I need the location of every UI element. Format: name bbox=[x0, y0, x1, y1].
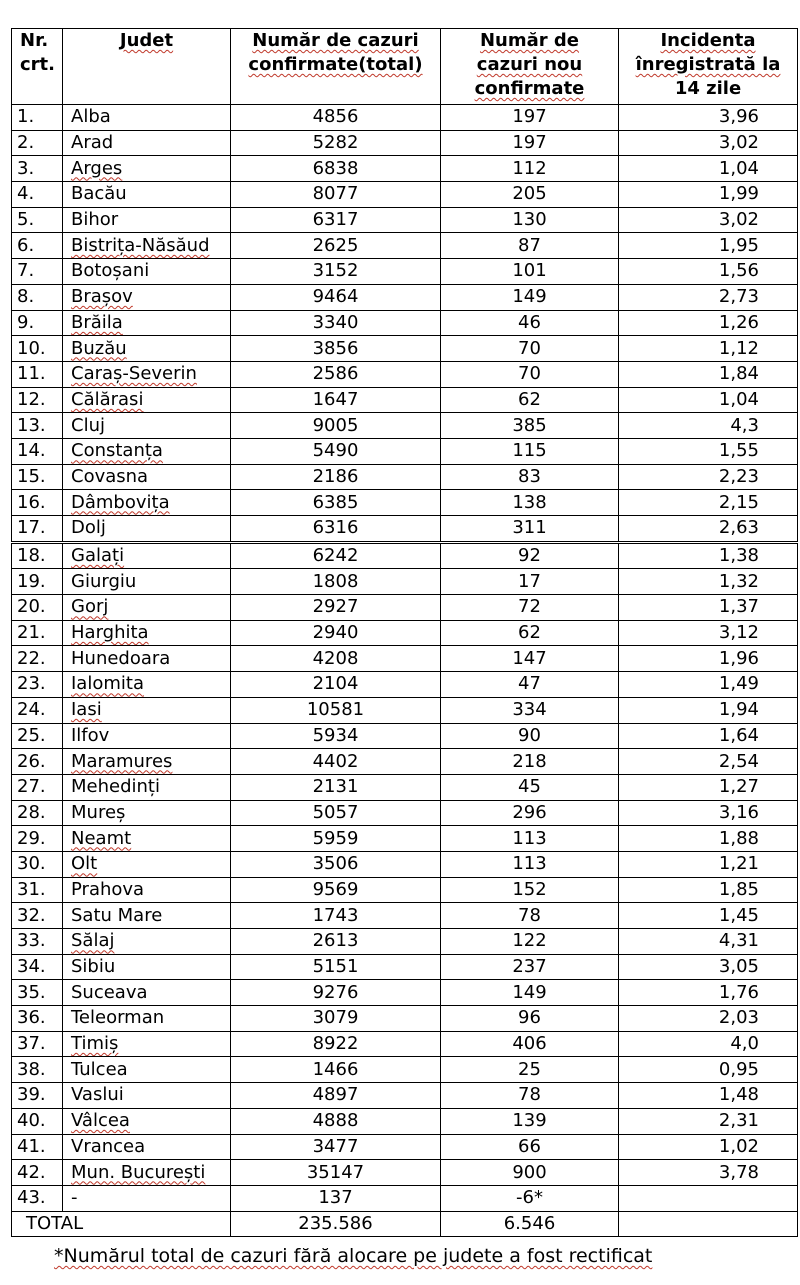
incidence-14-days: 4,3 bbox=[619, 413, 798, 439]
table-row bbox=[12, 1108, 798, 1134]
incidence-14-days: 1,48 bbox=[619, 1083, 798, 1109]
incidence-14-days: 4,0 bbox=[619, 1031, 798, 1057]
county-name: Olt bbox=[63, 851, 231, 877]
county-name: Vaslui bbox=[63, 1083, 231, 1109]
total-cases: 5282 bbox=[231, 130, 441, 156]
county-name: Vâlcea bbox=[63, 1108, 231, 1134]
new-cases: 96 bbox=[441, 1006, 619, 1032]
new-cases: 152 bbox=[441, 877, 619, 903]
county-name: Vrancea bbox=[63, 1134, 231, 1160]
total-cases: 2940 bbox=[231, 620, 441, 646]
county-name: Harghita bbox=[63, 620, 231, 646]
incidence-14-days: 1,37 bbox=[619, 595, 798, 621]
row-number: 2. bbox=[12, 130, 63, 156]
incidence-14-days: 1,32 bbox=[619, 569, 798, 595]
incidence-14-days: 1,12 bbox=[619, 336, 798, 362]
incidence-14-days: 1,95 bbox=[619, 233, 798, 259]
county-name: Dâmbovița bbox=[63, 490, 231, 516]
total-cases: 6838 bbox=[231, 156, 441, 182]
table-row bbox=[12, 749, 798, 775]
table-row bbox=[12, 595, 798, 621]
incidence-14-days: 1,49 bbox=[619, 672, 798, 698]
county-name: Ialomita bbox=[63, 672, 231, 698]
total-incidence-empty bbox=[619, 1211, 798, 1237]
incidence-14-days: 1,38 bbox=[619, 542, 798, 569]
incidence-14-days: 2,54 bbox=[619, 749, 798, 775]
row-number: 28. bbox=[12, 800, 63, 826]
incidence-14-days: 1,55 bbox=[619, 438, 798, 464]
new-cases: 149 bbox=[441, 980, 619, 1006]
table-row bbox=[12, 929, 798, 955]
new-cases: 197 bbox=[441, 105, 619, 131]
total-cases: 9464 bbox=[231, 284, 441, 310]
row-number: 7. bbox=[12, 259, 63, 285]
incidence-14-days: 1,85 bbox=[619, 877, 798, 903]
row-number: 26. bbox=[12, 749, 63, 775]
table-row bbox=[12, 387, 798, 413]
county-name: Iasi bbox=[63, 697, 231, 723]
new-cases: 197 bbox=[441, 130, 619, 156]
new-cases: 25 bbox=[441, 1057, 619, 1083]
new-cases: 70 bbox=[441, 361, 619, 387]
incidence-14-days: 1,21 bbox=[619, 851, 798, 877]
total-cases: 2927 bbox=[231, 595, 441, 621]
county-name: Galați bbox=[63, 542, 231, 569]
new-cases: 72 bbox=[441, 595, 619, 621]
incidence-14-days: 2,73 bbox=[619, 284, 798, 310]
table-row bbox=[12, 826, 798, 852]
new-cases: 218 bbox=[441, 749, 619, 775]
incidence-14-days: 1,94 bbox=[619, 697, 798, 723]
new-cases: 45 bbox=[441, 774, 619, 800]
new-cases: 130 bbox=[441, 207, 619, 233]
new-cases: 70 bbox=[441, 336, 619, 362]
county-name: Bistrița-Năsăud bbox=[63, 233, 231, 259]
total-cases: 137 bbox=[231, 1185, 441, 1211]
row-number: 33. bbox=[12, 929, 63, 955]
new-cases: 17 bbox=[441, 569, 619, 595]
total-cases: 3340 bbox=[231, 310, 441, 336]
new-cases: 78 bbox=[441, 1083, 619, 1109]
row-number: 31. bbox=[12, 877, 63, 903]
total-cases: 8077 bbox=[231, 182, 441, 208]
total-cases: 4888 bbox=[231, 1108, 441, 1134]
total-cases: 9276 bbox=[231, 980, 441, 1006]
county-name: Prahova bbox=[63, 877, 231, 903]
table-row bbox=[12, 620, 798, 646]
total-cases: 1808 bbox=[231, 569, 441, 595]
row-number: 18. bbox=[12, 542, 63, 569]
county-name: Timiș bbox=[63, 1031, 231, 1057]
table-row bbox=[12, 877, 798, 903]
header-judet: Judet bbox=[63, 29, 231, 105]
county-name: Giurgiu bbox=[63, 569, 231, 595]
new-cases: 62 bbox=[441, 620, 619, 646]
new-cases: 90 bbox=[441, 723, 619, 749]
new-cases: 334 bbox=[441, 697, 619, 723]
total-cases: 3856 bbox=[231, 336, 441, 362]
county-name: Caraș-Severin bbox=[63, 361, 231, 387]
table-row bbox=[12, 954, 798, 980]
row-number: 39. bbox=[12, 1083, 63, 1109]
incidence-14-days: 2,03 bbox=[619, 1006, 798, 1032]
incidence-14-days bbox=[619, 1185, 798, 1211]
new-cases: 62 bbox=[441, 387, 619, 413]
incidence-14-days: 1,88 bbox=[619, 826, 798, 852]
county-name: Gorj bbox=[63, 595, 231, 621]
row-number: 12. bbox=[12, 387, 63, 413]
row-number: 16. bbox=[12, 490, 63, 516]
county-name: Buzău bbox=[63, 336, 231, 362]
table-row bbox=[12, 156, 798, 182]
county-name: Tulcea bbox=[63, 1057, 231, 1083]
row-number: 11. bbox=[12, 361, 63, 387]
table-row bbox=[12, 1134, 798, 1160]
table-row bbox=[12, 105, 798, 131]
header-nr-crt: Nr. crt. bbox=[12, 29, 63, 105]
table-row bbox=[12, 672, 798, 698]
county-name: Cluj bbox=[63, 413, 231, 439]
table-row bbox=[12, 697, 798, 723]
row-number: 4. bbox=[12, 182, 63, 208]
header-incidence: Incidenta înregistrată la 14 zile bbox=[619, 29, 798, 105]
county-name: Sălaj bbox=[63, 929, 231, 955]
incidence-14-days: 1,27 bbox=[619, 774, 798, 800]
county-name: Covasna bbox=[63, 464, 231, 490]
table-row bbox=[12, 182, 798, 208]
county-name: Maramures bbox=[63, 749, 231, 775]
row-number: 40. bbox=[12, 1108, 63, 1134]
table-row bbox=[12, 1006, 798, 1032]
table-row bbox=[12, 438, 798, 464]
row-number: 30. bbox=[12, 851, 63, 877]
county-name: Mun. București bbox=[63, 1160, 231, 1186]
row-number: 5. bbox=[12, 207, 63, 233]
new-cases: 900 bbox=[441, 1160, 619, 1186]
row-number: 43. bbox=[12, 1185, 63, 1211]
table-row bbox=[12, 336, 798, 362]
incidence-14-days: 1,26 bbox=[619, 310, 798, 336]
footnote: *Numărul total de cazuri fără alocare pe judete a fost rectificat bbox=[54, 1245, 653, 1267]
incidence-14-days: 3,78 bbox=[619, 1160, 798, 1186]
total-cases: 2613 bbox=[231, 929, 441, 955]
table-row bbox=[12, 490, 798, 516]
header-new-cases: Număr de cazuri nou confirmate bbox=[441, 29, 619, 105]
total-cases: 4897 bbox=[231, 1083, 441, 1109]
incidence-14-days: 3,96 bbox=[619, 105, 798, 131]
incidence-14-days: 1,64 bbox=[619, 723, 798, 749]
total-cases: 3506 bbox=[231, 851, 441, 877]
table-row bbox=[12, 851, 798, 877]
total-cases-sum: 235.586 bbox=[231, 1211, 441, 1237]
incidence-14-days: 3,05 bbox=[619, 954, 798, 980]
total-cases: 1743 bbox=[231, 903, 441, 929]
county-name: Hunedoara bbox=[63, 646, 231, 672]
total-cases: 5057 bbox=[231, 800, 441, 826]
incidence-14-days: 1,96 bbox=[619, 646, 798, 672]
row-number: 27. bbox=[12, 774, 63, 800]
new-cases-sum: 6.546 bbox=[441, 1211, 619, 1237]
new-cases: 311 bbox=[441, 516, 619, 543]
table-row bbox=[12, 464, 798, 490]
row-number: 23. bbox=[12, 672, 63, 698]
row-number: 15. bbox=[12, 464, 63, 490]
new-cases: 122 bbox=[441, 929, 619, 955]
total-cases: 10581 bbox=[231, 697, 441, 723]
total-cases: 3079 bbox=[231, 1006, 441, 1032]
row-number: 8. bbox=[12, 284, 63, 310]
total-cases: 8922 bbox=[231, 1031, 441, 1057]
new-cases: 385 bbox=[441, 413, 619, 439]
new-cases: 113 bbox=[441, 826, 619, 852]
incidence-14-days: 4,31 bbox=[619, 929, 798, 955]
table-row bbox=[12, 233, 798, 259]
incidence-14-days: 1,99 bbox=[619, 182, 798, 208]
county-name: Sibiu bbox=[63, 954, 231, 980]
county-name: Mehedinți bbox=[63, 774, 231, 800]
row-number: 10. bbox=[12, 336, 63, 362]
table-row bbox=[12, 284, 798, 310]
new-cases: 205 bbox=[441, 182, 619, 208]
incidence-14-days: 1,04 bbox=[619, 387, 798, 413]
county-name: Botoșani bbox=[63, 259, 231, 285]
new-cases: 92 bbox=[441, 542, 619, 569]
row-number: 21. bbox=[12, 620, 63, 646]
new-cases: 113 bbox=[441, 851, 619, 877]
table-row bbox=[12, 774, 798, 800]
total-cases: 35147 bbox=[231, 1160, 441, 1186]
incidence-14-days: 3,02 bbox=[619, 207, 798, 233]
table-row bbox=[12, 310, 798, 336]
total-cases: 4402 bbox=[231, 749, 441, 775]
county-name: Arges bbox=[63, 156, 231, 182]
table-row bbox=[12, 1185, 798, 1211]
total-cases: 9005 bbox=[231, 413, 441, 439]
county-name: Ilfov bbox=[63, 723, 231, 749]
row-number: 20. bbox=[12, 595, 63, 621]
table-row bbox=[12, 542, 798, 569]
county-name: Satu Mare bbox=[63, 903, 231, 929]
new-cases: 112 bbox=[441, 156, 619, 182]
county-name: Brăila bbox=[63, 310, 231, 336]
row-number: 14. bbox=[12, 438, 63, 464]
county-name: Brașov bbox=[63, 284, 231, 310]
table-row bbox=[12, 1031, 798, 1057]
county-name: Bihor bbox=[63, 207, 231, 233]
table-row bbox=[12, 646, 798, 672]
header-total-cases: Număr de cazuri confirmate(total) bbox=[231, 29, 441, 105]
table-row bbox=[12, 1160, 798, 1186]
total-cases: 5490 bbox=[231, 438, 441, 464]
new-cases: 87 bbox=[441, 233, 619, 259]
table-header-row bbox=[12, 29, 798, 105]
new-cases: 78 bbox=[441, 903, 619, 929]
total-row bbox=[12, 1211, 798, 1237]
table-row bbox=[12, 723, 798, 749]
county-name: Călărasi bbox=[63, 387, 231, 413]
row-number: 25. bbox=[12, 723, 63, 749]
total-cases: 1466 bbox=[231, 1057, 441, 1083]
covid-cases-table bbox=[11, 28, 798, 1237]
new-cases: 147 bbox=[441, 646, 619, 672]
row-number: 42. bbox=[12, 1160, 63, 1186]
table-body bbox=[12, 105, 798, 1212]
county-name: Arad bbox=[63, 130, 231, 156]
row-number: 19. bbox=[12, 569, 63, 595]
incidence-14-days: 1,76 bbox=[619, 980, 798, 1006]
row-number: 13. bbox=[12, 413, 63, 439]
row-number: 37. bbox=[12, 1031, 63, 1057]
row-number: 32. bbox=[12, 903, 63, 929]
total-cases: 1647 bbox=[231, 387, 441, 413]
row-number: 29. bbox=[12, 826, 63, 852]
incidence-14-days: 1,56 bbox=[619, 259, 798, 285]
total-cases: 5934 bbox=[231, 723, 441, 749]
new-cases: 296 bbox=[441, 800, 619, 826]
table-row bbox=[12, 207, 798, 233]
table-row bbox=[12, 1083, 798, 1109]
county-name: Neamt bbox=[63, 826, 231, 852]
incidence-14-days: 3,16 bbox=[619, 800, 798, 826]
table-row bbox=[12, 569, 798, 595]
incidence-14-days: 1,84 bbox=[619, 361, 798, 387]
incidence-14-days: 3,12 bbox=[619, 620, 798, 646]
table-row bbox=[12, 516, 798, 543]
row-number: 41. bbox=[12, 1134, 63, 1160]
new-cases: 138 bbox=[441, 490, 619, 516]
row-number: 17. bbox=[12, 516, 63, 543]
row-number: 6. bbox=[12, 233, 63, 259]
row-number: 24. bbox=[12, 697, 63, 723]
new-cases: 139 bbox=[441, 1108, 619, 1134]
incidence-14-days: 1,04 bbox=[619, 156, 798, 182]
new-cases: 115 bbox=[441, 438, 619, 464]
county-name: Dolj bbox=[63, 516, 231, 543]
total-cases: 5959 bbox=[231, 826, 441, 852]
total-cases: 3477 bbox=[231, 1134, 441, 1160]
table-row bbox=[12, 980, 798, 1006]
new-cases: 83 bbox=[441, 464, 619, 490]
table-row bbox=[12, 259, 798, 285]
county-name: Teleorman bbox=[63, 1006, 231, 1032]
table-row bbox=[12, 413, 798, 439]
row-number: 36. bbox=[12, 1006, 63, 1032]
total-cases: 6317 bbox=[231, 207, 441, 233]
incidence-14-days: 2,15 bbox=[619, 490, 798, 516]
total-cases: 2186 bbox=[231, 464, 441, 490]
county-name: Suceava bbox=[63, 980, 231, 1006]
row-number: 34. bbox=[12, 954, 63, 980]
table-row bbox=[12, 800, 798, 826]
county-name: Bacău bbox=[63, 182, 231, 208]
new-cases: 149 bbox=[441, 284, 619, 310]
incidence-14-days: 1,45 bbox=[619, 903, 798, 929]
incidence-14-days: 0,95 bbox=[619, 1057, 798, 1083]
total-cases: 6385 bbox=[231, 490, 441, 516]
row-number: 9. bbox=[12, 310, 63, 336]
row-number: 38. bbox=[12, 1057, 63, 1083]
total-cases: 2104 bbox=[231, 672, 441, 698]
incidence-14-days: 1,02 bbox=[619, 1134, 798, 1160]
county-name: Constanța bbox=[63, 438, 231, 464]
new-cases: -6* bbox=[441, 1185, 619, 1211]
new-cases: 47 bbox=[441, 672, 619, 698]
table-row bbox=[12, 130, 798, 156]
incidence-14-days: 2,23 bbox=[619, 464, 798, 490]
new-cases: 406 bbox=[441, 1031, 619, 1057]
total-cases: 2131 bbox=[231, 774, 441, 800]
incidence-14-days: 2,63 bbox=[619, 516, 798, 543]
row-number: 22. bbox=[12, 646, 63, 672]
row-number: 35. bbox=[12, 980, 63, 1006]
new-cases: 237 bbox=[441, 954, 619, 980]
county-name: Mureș bbox=[63, 800, 231, 826]
new-cases: 46 bbox=[441, 310, 619, 336]
table-row bbox=[12, 361, 798, 387]
county-name: - bbox=[63, 1185, 231, 1211]
table-row bbox=[12, 1057, 798, 1083]
total-cases: 4856 bbox=[231, 105, 441, 131]
new-cases: 66 bbox=[441, 1134, 619, 1160]
county-name: Alba bbox=[63, 105, 231, 131]
total-cases: 2625 bbox=[231, 233, 441, 259]
row-number: 3. bbox=[12, 156, 63, 182]
new-cases: 101 bbox=[441, 259, 619, 285]
total-cases: 6242 bbox=[231, 542, 441, 569]
total-cases: 3152 bbox=[231, 259, 441, 285]
total-cases: 2586 bbox=[231, 361, 441, 387]
row-number: 1. bbox=[12, 105, 63, 131]
incidence-14-days: 2,31 bbox=[619, 1108, 798, 1134]
table-row bbox=[12, 903, 798, 929]
total-cases: 9569 bbox=[231, 877, 441, 903]
total-cases: 5151 bbox=[231, 954, 441, 980]
incidence-14-days: 3,02 bbox=[619, 130, 798, 156]
total-cases: 6316 bbox=[231, 516, 441, 543]
total-label: TOTAL bbox=[12, 1211, 231, 1237]
total-cases: 4208 bbox=[231, 646, 441, 672]
